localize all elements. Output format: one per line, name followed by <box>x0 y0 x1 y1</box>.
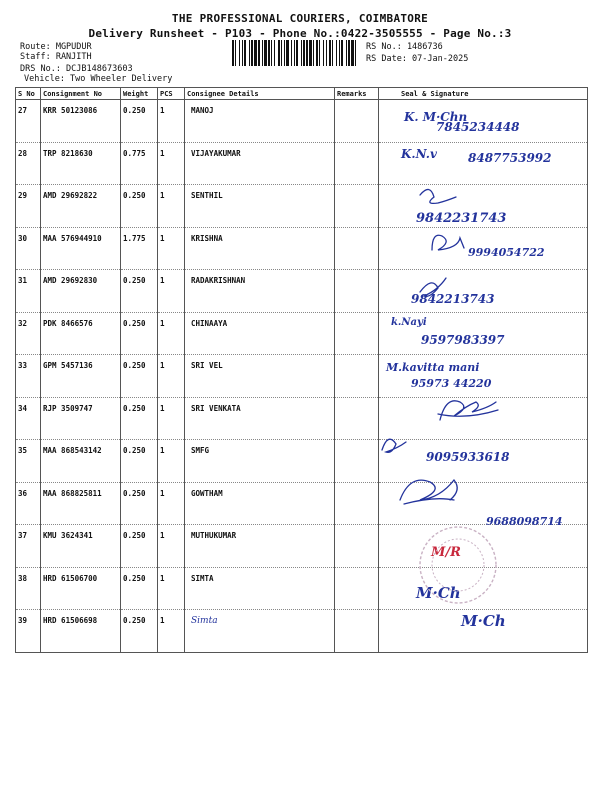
row-consignment: GPM 5457136 <box>41 355 121 398</box>
row-consignment: AMD 29692830 <box>41 270 121 313</box>
row-consignment: MAA 868543142 <box>41 440 121 483</box>
row-weight: 0.250 <box>121 567 158 610</box>
signature-phone: 9842213743 <box>411 292 495 306</box>
row-weight: 0.250 <box>121 270 158 313</box>
signature-name: K.N.v <box>401 146 437 161</box>
company-title: THE PROFESSIONAL COURIERS, COIMBATORE <box>171 12 429 25</box>
barcode-bar <box>268 40 270 66</box>
row-weight: 0.250 <box>121 397 158 440</box>
row-pcs: 1 <box>158 270 185 313</box>
row-consignment: HRD 61506698 <box>41 610 121 653</box>
row-consignee: Simta <box>185 610 335 653</box>
row-weight: 0.250 <box>121 482 158 525</box>
row-sno: 39 <box>16 610 41 653</box>
row-signature <box>379 355 588 398</box>
table-row <box>16 440 588 483</box>
row-consignment: PDK 8466576 <box>41 312 121 355</box>
signature-name: M.kavitta mani <box>386 361 480 374</box>
barcode-bar <box>339 40 340 66</box>
row-weight: 0.250 <box>121 525 158 568</box>
table-row <box>16 312 588 355</box>
row-weight: 1.775 <box>121 227 158 270</box>
row-consignee: SENTHIL <box>185 185 335 228</box>
table-row <box>16 100 588 143</box>
row-consignee: KRISHNA <box>185 227 335 270</box>
row-weight: 0.250 <box>121 440 158 483</box>
table-row <box>16 610 588 653</box>
barcode-bar <box>286 40 289 66</box>
row-consignee: MANOJ <box>185 100 335 143</box>
row-consignee: VIJAYAKUMAR <box>185 142 335 185</box>
row-consignee: SIMTA <box>185 567 335 610</box>
row-sno: 36 <box>16 482 41 525</box>
row-consignee: RADAKRISHNAN <box>185 270 335 313</box>
barcode-bar <box>306 40 308 66</box>
row-remarks <box>335 482 379 525</box>
signature-phone: 9597983397 <box>421 332 505 347</box>
row-pcs: 1 <box>158 100 185 143</box>
table-row <box>16 482 588 525</box>
row-signature <box>379 440 588 483</box>
barcode-bar <box>258 40 260 66</box>
row-signature <box>379 312 588 355</box>
row-signature <box>379 397 588 440</box>
row-sno: 29 <box>16 185 41 228</box>
row-pcs: 1 <box>158 482 185 525</box>
signature-phone: 9095933618 <box>426 450 510 464</box>
barcode-bar <box>326 40 327 66</box>
barcode-bar <box>251 40 253 66</box>
barcode-bar <box>351 40 354 66</box>
table-row <box>16 227 588 270</box>
row-consignment: KRR 50123086 <box>41 100 121 143</box>
row-consignee: SRI VEL <box>185 355 335 398</box>
row-remarks <box>335 440 379 483</box>
row-pcs: 1 <box>158 355 185 398</box>
col-seal: Seal & Signature <box>379 88 588 100</box>
barcode-bar <box>274 40 275 66</box>
row-sno: 31 <box>16 270 41 313</box>
barcode-bar <box>254 40 257 66</box>
row-remarks <box>335 397 379 440</box>
signature-phone: 8487753992 <box>468 150 552 165</box>
row-pcs: 1 <box>158 227 185 270</box>
barcode-bar <box>341 40 343 66</box>
barcode-bar <box>336 40 337 66</box>
table-row <box>16 355 588 398</box>
signature-name: M·Ch <box>416 583 461 602</box>
row-consignee: CHINAAYA <box>185 312 335 355</box>
barcode-bar <box>294 40 295 66</box>
barcode-bar <box>264 40 267 66</box>
signature-phone: 9994054722 <box>468 245 545 259</box>
row-weight: 0.250 <box>121 312 158 355</box>
signature-name: M·Ch <box>461 612 506 630</box>
row-remarks <box>335 312 379 355</box>
barcode <box>232 40 356 66</box>
barcode-bar <box>323 40 324 66</box>
row-remarks <box>335 525 379 568</box>
row-sno: 30 <box>16 227 41 270</box>
runsheet-title: Delivery Runsheet - P103 - Phone No.:0422-3505555 - Page No.:3 <box>88 27 512 40</box>
barcode-bar <box>332 40 333 66</box>
signature-name: M/R <box>431 545 461 560</box>
row-remarks <box>335 270 379 313</box>
col-sno: S No <box>16 88 41 100</box>
table-row <box>16 397 588 440</box>
vehicle-label: Vehicle: Two Wheeler Delivery <box>24 74 173 84</box>
rs-number: RS No.: 1486736 <box>366 42 443 52</box>
table-row <box>16 142 588 185</box>
col-consignment: Consignment No <box>41 88 121 100</box>
barcode-bar <box>244 40 246 66</box>
barcode-bar <box>239 40 240 66</box>
row-consignee: SRI VENKATA <box>185 397 335 440</box>
row-weight: 0.250 <box>121 355 158 398</box>
barcode-bar <box>232 40 234 66</box>
rs-date: RS Date: 07-Jan-2025 <box>366 54 469 64</box>
barcode-bar <box>355 40 356 66</box>
row-sno: 37 <box>16 525 41 568</box>
barcode-bar <box>235 40 236 66</box>
staff-label: Staff: RANJITH <box>20 52 92 62</box>
row-remarks <box>335 355 379 398</box>
barcode-bar <box>284 40 285 66</box>
row-sno: 35 <box>16 440 41 483</box>
row-weight: 0.250 <box>121 610 158 653</box>
barcode-bar <box>348 40 350 66</box>
row-remarks <box>335 100 379 143</box>
row-sno: 32 <box>16 312 41 355</box>
row-consignee: SMFG <box>185 440 335 483</box>
row-weight: 0.775 <box>121 142 158 185</box>
row-pcs: 1 <box>158 567 185 610</box>
col-pcs: PCS <box>158 88 185 100</box>
barcode-bar <box>309 40 312 66</box>
row-consignment: KMU 3624341 <box>41 525 121 568</box>
barcode-bar <box>313 40 314 66</box>
barcode-bar <box>281 40 282 66</box>
row-sno: 33 <box>16 355 41 398</box>
row-consignment: AMD 29692822 <box>41 185 121 228</box>
barcode-bar <box>316 40 318 66</box>
row-consignment: MAA 576944910 <box>41 227 121 270</box>
col-consignee: Consignee Details <box>185 88 335 100</box>
row-sno: 27 <box>16 100 41 143</box>
signature-name: K. M·Chn <box>404 110 468 124</box>
row-consignment: RJP 3509747 <box>41 397 121 440</box>
row-signature <box>379 610 588 653</box>
row-signature <box>379 142 588 185</box>
barcode-bar <box>346 40 347 66</box>
table-row <box>16 185 588 228</box>
barcode-bar <box>262 40 263 66</box>
barcode-bar <box>301 40 302 66</box>
row-consignment: MAA 868825811 <box>41 482 121 525</box>
row-signature <box>379 270 588 313</box>
row-pcs: 1 <box>158 397 185 440</box>
barcode-bar <box>303 40 305 66</box>
row-remarks <box>335 142 379 185</box>
row-weight: 0.250 <box>121 100 158 143</box>
row-remarks <box>335 610 379 653</box>
row-pcs: 1 <box>158 185 185 228</box>
table-header-row <box>16 88 588 100</box>
barcode-bar <box>278 40 280 66</box>
row-remarks <box>335 567 379 610</box>
signature-phone: 9688098714 <box>486 514 563 528</box>
row-remarks <box>335 227 379 270</box>
col-remarks: Remarks <box>335 88 379 100</box>
row-weight: 0.250 <box>121 185 158 228</box>
signature-phone: 9842231743 <box>416 211 507 226</box>
barcode-bar <box>329 40 331 66</box>
barcode-bar <box>242 40 243 66</box>
row-pcs: 1 <box>158 312 185 355</box>
drs-label: DRS No.: DCJB148673603 <box>20 64 133 74</box>
row-pcs: 1 <box>158 440 185 483</box>
barcode-bar <box>319 40 320 66</box>
row-signature <box>379 100 588 143</box>
route-label: Route: MGPUDUR <box>20 42 92 52</box>
barcode-bar <box>271 40 272 66</box>
row-consignment: TRP 8218630 <box>41 142 121 185</box>
row-signature <box>379 482 588 528</box>
row-consignment: HRD 61506700 <box>41 567 121 610</box>
row-signature <box>379 185 588 228</box>
row-sno: 28 <box>16 142 41 185</box>
row-signature <box>379 227 588 270</box>
row-consignee: MUTHUKUMAR <box>185 525 335 568</box>
col-weight: Weight <box>121 88 158 100</box>
row-remarks <box>335 185 379 228</box>
table-row <box>16 270 588 313</box>
row-sno: 38 <box>16 567 41 610</box>
row-pcs: 1 <box>158 610 185 653</box>
row-pcs: 1 <box>158 525 185 568</box>
row-sno: 34 <box>16 397 41 440</box>
barcode-bar <box>249 40 250 66</box>
row-pcs: 1 <box>158 142 185 185</box>
signature-name: k.Nayi <box>391 316 427 328</box>
stamp-mark <box>398 520 518 610</box>
barcode-bar <box>291 40 292 66</box>
signature-phone: 95973 44220 <box>411 377 492 390</box>
row-consignee: GOWTHAM <box>185 482 335 525</box>
signature-phone: 7845234448 <box>436 120 520 134</box>
barcode-bar <box>296 40 298 66</box>
